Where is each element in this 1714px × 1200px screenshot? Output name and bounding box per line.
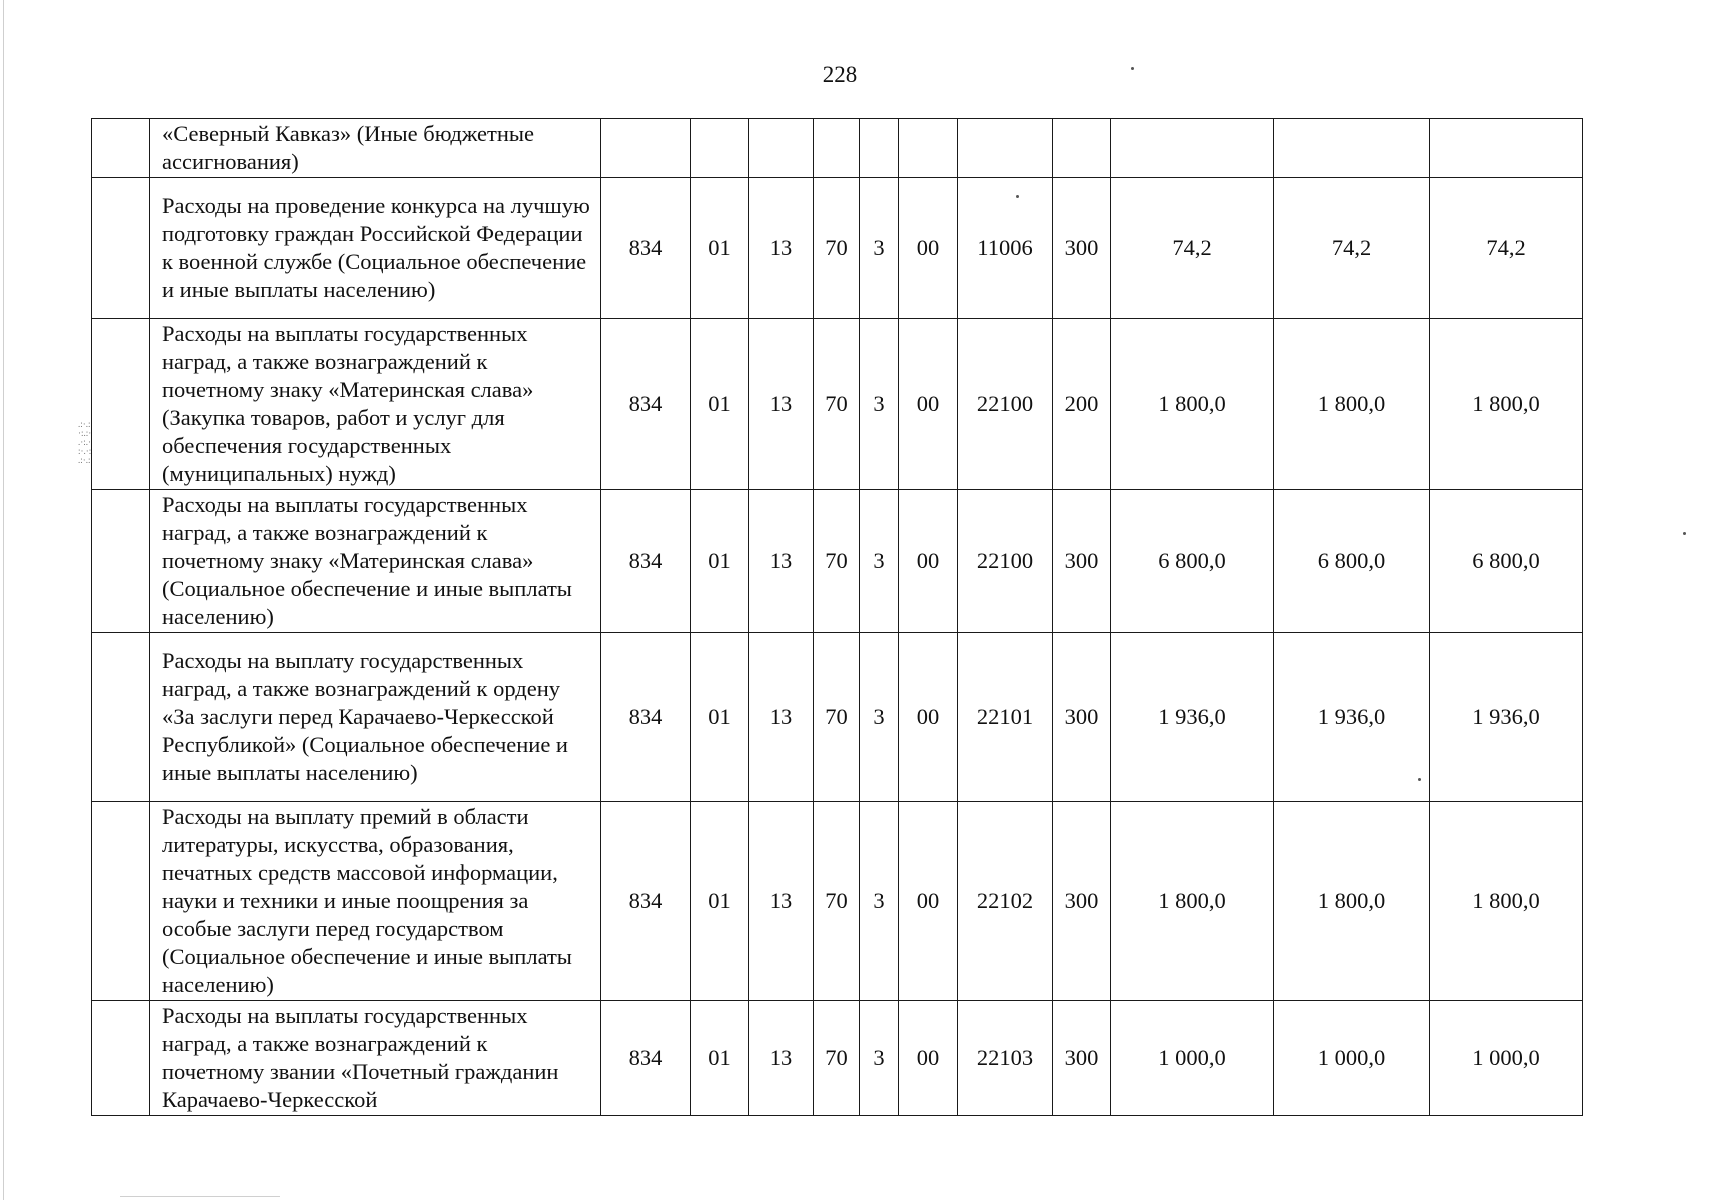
table-row — [92, 490, 1583, 633]
amount-cell-3: 1 800,0 — [1430, 802, 1583, 1001]
event-code-cell: 00 — [899, 633, 958, 802]
direction-code-cell: 22101 — [958, 633, 1053, 802]
program-code-cell: 70 — [814, 490, 860, 633]
subprogram-code-cell: 3 — [860, 319, 899, 490]
amount-cell-3: 1 800,0 — [1430, 319, 1583, 490]
row-number-cell — [92, 490, 150, 633]
subprogram-code-cell: 3 — [860, 802, 899, 1001]
table-row — [92, 319, 1583, 490]
subprogram-code-cell: 3 — [860, 178, 899, 319]
amount-cell-1: 6 800,0 — [1111, 490, 1274, 633]
section-code-cell: 01 — [691, 1001, 749, 1116]
description-cell: «Северный Кавказ» (Иные бюджетные ассигнования) — [150, 119, 601, 178]
direction-code-cell: 11006 — [958, 178, 1053, 319]
event-code-cell: 00 — [899, 178, 958, 319]
direction-code-cell: 22100 — [958, 490, 1053, 633]
subprogram-code-cell — [860, 119, 899, 178]
amount-cell-1: 74,2 — [1111, 178, 1274, 319]
scan-speck — [1683, 532, 1686, 535]
amount-cell-2: 74,2 — [1274, 178, 1430, 319]
amount-cell-3: 1 936,0 — [1430, 633, 1583, 802]
section-code-cell — [691, 119, 749, 178]
amount-cell-3: 74,2 — [1430, 178, 1583, 319]
subsection-code-cell — [749, 119, 814, 178]
section-code-cell: 01 — [691, 802, 749, 1001]
subprogram-code-cell: 3 — [860, 1001, 899, 1116]
program-code-cell — [814, 119, 860, 178]
subsection-code-cell: 13 — [749, 178, 814, 319]
scan-speck — [1131, 67, 1134, 70]
ministry-code-cell: 834 — [601, 633, 691, 802]
subprogram-code-cell: 3 — [860, 633, 899, 802]
amount-cell-3: 1 000,0 — [1430, 1001, 1583, 1116]
description-cell: Расходы на выплату премий в области литературы, искусства, образования, печатных средств массовой информации, науки и техники и иные поощрения за особые заслуги перед государством (Социальное обеспечение и иные выплаты населению) — [150, 802, 601, 1001]
direction-code-cell: 22102 — [958, 802, 1053, 1001]
budget-table — [91, 118, 1583, 1116]
subsection-code-cell: 13 — [749, 633, 814, 802]
ministry-code-cell: 834 — [601, 1001, 691, 1116]
direction-code-cell: 22100 — [958, 319, 1053, 490]
program-code-cell: 70 — [814, 319, 860, 490]
program-code-cell: 70 — [814, 802, 860, 1001]
table-row — [92, 119, 1583, 178]
amount-cell-1 — [1111, 119, 1274, 178]
scan-artifact: .:·.: ·:.:· .·:.· :·.·: .:·.: — [78, 420, 92, 465]
description-cell: Расходы на выплаты государственных наград, а также вознаграждений к почетному знаку «Материнская слава» (Социальное обеспечение и иные выплаты населению) — [150, 490, 601, 633]
amount-cell-2: 1 800,0 — [1274, 319, 1430, 490]
amount-cell-1: 1 936,0 — [1111, 633, 1274, 802]
event-code-cell: 00 — [899, 490, 958, 633]
subsection-code-cell: 13 — [749, 802, 814, 1001]
subprogram-code-cell: 3 — [860, 490, 899, 633]
amount-cell-2 — [1274, 119, 1430, 178]
amount-cell-2: 1 936,0 — [1274, 633, 1430, 802]
table-row — [92, 633, 1583, 802]
ministry-code-cell: 834 — [601, 802, 691, 1001]
table-row — [92, 1001, 1583, 1116]
amount-cell-1: 1 800,0 — [1111, 802, 1274, 1001]
amount-cell-2: 6 800,0 — [1274, 490, 1430, 633]
scan-bottom-line — [120, 1196, 280, 1197]
ministry-code-cell: 834 — [601, 178, 691, 319]
description-cell: Расходы на выплату государственных наград, а также вознаграждений к ордену «За заслуги перед Карачаево-Черкесской Республикой» (Социальное обеспечение и иные выплаты населению) — [150, 633, 601, 802]
expense-type-cell: 300 — [1053, 1001, 1111, 1116]
description-cell: Расходы на выплаты государственных наград, а также вознаграждений к почетному звании «Почетный гражданин Карачаево-Черкесской — [150, 1001, 601, 1116]
event-code-cell: 00 — [899, 319, 958, 490]
event-code-cell: 00 — [899, 802, 958, 1001]
expense-type-cell: 300 — [1053, 490, 1111, 633]
ministry-code-cell: 834 — [601, 319, 691, 490]
scan-speck — [1016, 195, 1019, 198]
event-code-cell: 00 — [899, 1001, 958, 1116]
expense-type-cell — [1053, 119, 1111, 178]
expense-type-cell: 200 — [1053, 319, 1111, 490]
description-cell: Расходы на проведение конкурса на лучшую подготовку граждан Российской Федерации к военной службе (Социальное обеспечение и иные выплаты населению) — [150, 178, 601, 319]
row-number-cell — [92, 802, 150, 1001]
section-code-cell: 01 — [691, 319, 749, 490]
scan-margin-line — [3, 0, 4, 1200]
row-number-cell — [92, 178, 150, 319]
scan-speck — [1418, 778, 1421, 781]
row-number-cell — [92, 1001, 150, 1116]
description-cell: Расходы на выплаты государственных наград, а также вознаграждений к почетному знаку «Материнская слава» (Закупка товаров, работ и услуг для обеспечения государственных (муниципальных) нужд) — [150, 319, 601, 490]
amount-cell-2: 1 800,0 — [1274, 802, 1430, 1001]
direction-code-cell: 22103 — [958, 1001, 1053, 1116]
row-number-cell — [92, 119, 150, 178]
event-code-cell — [899, 119, 958, 178]
amount-cell-1: 1 800,0 — [1111, 319, 1274, 490]
amount-cell-3: 6 800,0 — [1430, 490, 1583, 633]
program-code-cell: 70 — [814, 178, 860, 319]
table-row — [92, 802, 1583, 1001]
page-number: 228 — [822, 62, 858, 87]
row-number-cell — [92, 633, 150, 802]
direction-code-cell — [958, 119, 1053, 178]
row-number-cell — [92, 319, 150, 490]
amount-cell-2: 1 000,0 — [1274, 1001, 1430, 1116]
ministry-code-cell — [601, 119, 691, 178]
amount-cell-3 — [1430, 119, 1583, 178]
section-code-cell: 01 — [691, 490, 749, 633]
table-row — [92, 178, 1583, 319]
subsection-code-cell: 13 — [749, 490, 814, 633]
program-code-cell: 70 — [814, 633, 860, 802]
ministry-code-cell: 834 — [601, 490, 691, 633]
section-code-cell: 01 — [691, 178, 749, 319]
subsection-code-cell: 13 — [749, 1001, 814, 1116]
expense-type-cell: 300 — [1053, 633, 1111, 802]
amount-cell-1: 1 000,0 — [1111, 1001, 1274, 1116]
expense-type-cell: 300 — [1053, 802, 1111, 1001]
expense-type-cell: 300 — [1053, 178, 1111, 319]
section-code-cell: 01 — [691, 633, 749, 802]
subsection-code-cell: 13 — [749, 319, 814, 490]
program-code-cell: 70 — [814, 1001, 860, 1116]
